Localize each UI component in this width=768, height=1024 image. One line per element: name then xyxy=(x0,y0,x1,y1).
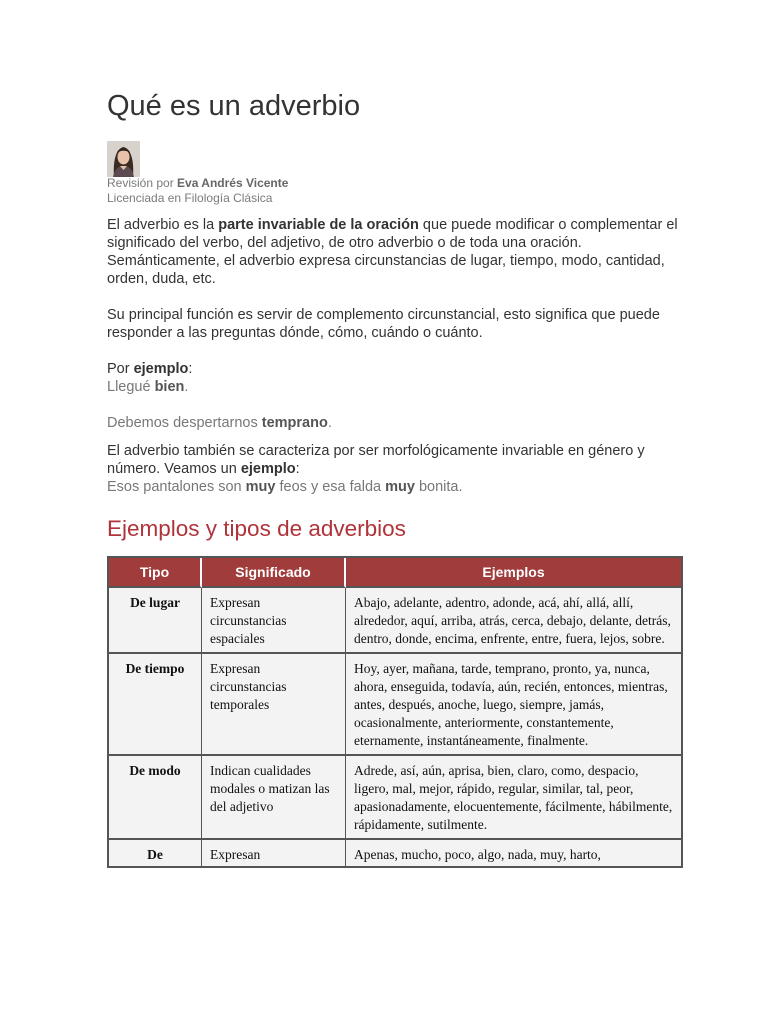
example-lead-colon: : xyxy=(188,361,193,377)
row-ejemplos: Adrede, así, aún, aprisa, bien, claro, como, despacio, ligero, mal, mejor, rápido, regular, similar, tal, peor, apasionadamente, elocuentemente, fácilmente, hábilmente, rápidamente, sutilmente. xyxy=(346,756,681,840)
table-row xyxy=(109,756,681,840)
row-ejemplos: Hoy, ayer, mañana, tarde, temprano, pronto, ya, nunca, ahora, enseguida, todavía, aún, recién, entonces, mientras, antes, después, anoche, luego, siempre, jamás, ocasionalmente, anteriormente, constantemente, eternamente, instantáneamente, finalmente. xyxy=(346,654,681,756)
table-row xyxy=(109,588,681,654)
example-3-text: Esos pantalones son xyxy=(107,479,246,495)
row-ejemplos: Abajo, adelante, adentro, adonde, acá, ahí, allá, allí, alrededor, aquí, arriba, atrás, cerca, debajo, delante, detrás, dentro, donde, encima, enfrente, entre, fuera, lejos, sobre. xyxy=(346,588,681,654)
article-body xyxy=(107,216,679,496)
example-2-adverb: temprano xyxy=(261,415,328,431)
reviewer-name[interactable]: Eva Andrés Vicente xyxy=(177,176,289,190)
example-1-end: . xyxy=(184,379,189,395)
table-header-row xyxy=(109,558,681,588)
section-title: Ejemplos y tipos de adverbios xyxy=(107,516,406,541)
row-ejemplos: Apenas, mucho, poco, algo, nada, muy, harto, xyxy=(346,840,681,866)
example-3-end: bonita. xyxy=(414,479,463,495)
adverb-types-table xyxy=(107,556,683,868)
table-row xyxy=(109,840,681,866)
header-significado: Significado xyxy=(202,558,346,588)
semantic-paragraph: Semánticamente, el adverbio expresa circunstancias de lugar, tiempo, modo, cantidad, orden, duda, etc. xyxy=(107,253,665,287)
example-2-end: . xyxy=(327,415,332,431)
byline xyxy=(107,176,288,206)
function-paragraph: Su principal función es servir de complemento circunstancial, esto significa que puede responder a las preguntas dónde, cómo, cuándo o cuánto. xyxy=(107,307,660,341)
example-sentence-2 xyxy=(107,414,679,432)
row-tipo: De modo xyxy=(109,756,202,840)
example-sentence-1 xyxy=(107,378,679,396)
row-significado: Indican cualidades modales o matizan las del adjetivo xyxy=(202,756,346,840)
reviewer-avatar xyxy=(107,141,140,177)
table-row xyxy=(109,654,681,756)
invariable-bold: ejemplo xyxy=(240,461,296,477)
intro-text-after: que puede modificar o complementar el significado del verbo, del adjetivo, de otro adverbio o de toda una oración. xyxy=(107,217,678,251)
intro-text: El adverbio es la xyxy=(107,217,219,233)
invariable-colon: : xyxy=(295,461,300,477)
row-significado: Expresan xyxy=(202,840,346,866)
example-3-adverb-1: muy xyxy=(245,479,276,495)
intro-paragraph xyxy=(107,216,679,252)
example-3-adverb-2: muy xyxy=(385,479,415,495)
row-tipo: De lugar xyxy=(109,588,202,654)
example-lead-text: Por xyxy=(107,361,134,377)
row-significado: Expresan circunstancias espaciales xyxy=(202,588,346,654)
example-1-text: Llegué xyxy=(107,379,155,395)
example-3-mid: feos y esa falda xyxy=(275,479,386,495)
reviewer-credential: Licenciada en Filología Clásica xyxy=(107,191,273,205)
reviewer-prefix: Revisión por xyxy=(107,176,174,190)
reviewer-line xyxy=(107,176,288,191)
header-ejemplos: Ejemplos xyxy=(346,558,681,588)
header-tipo: Tipo xyxy=(109,558,202,588)
example-2-text: Debemos despertarnos xyxy=(107,415,262,431)
row-tipo: De tiempo xyxy=(109,654,202,756)
example-1-adverb: bien xyxy=(154,379,185,395)
page-title: Qué es un adverbio xyxy=(107,90,361,122)
example-lead xyxy=(107,360,679,378)
row-significado: Expresan circunstancias temporales xyxy=(202,654,346,756)
example-lead-bold: ejemplo xyxy=(133,361,189,377)
example-sentence-3 xyxy=(107,478,679,496)
reviewer-photo xyxy=(107,141,140,177)
invariable-paragraph xyxy=(107,442,679,478)
row-tipo: De xyxy=(109,840,202,866)
invariable-text: El adverbio también se caracteriza por ser morfológicamente invariable en género y número. Veamos un xyxy=(107,443,645,477)
intro-bold: parte invariable de la oración xyxy=(218,217,419,233)
